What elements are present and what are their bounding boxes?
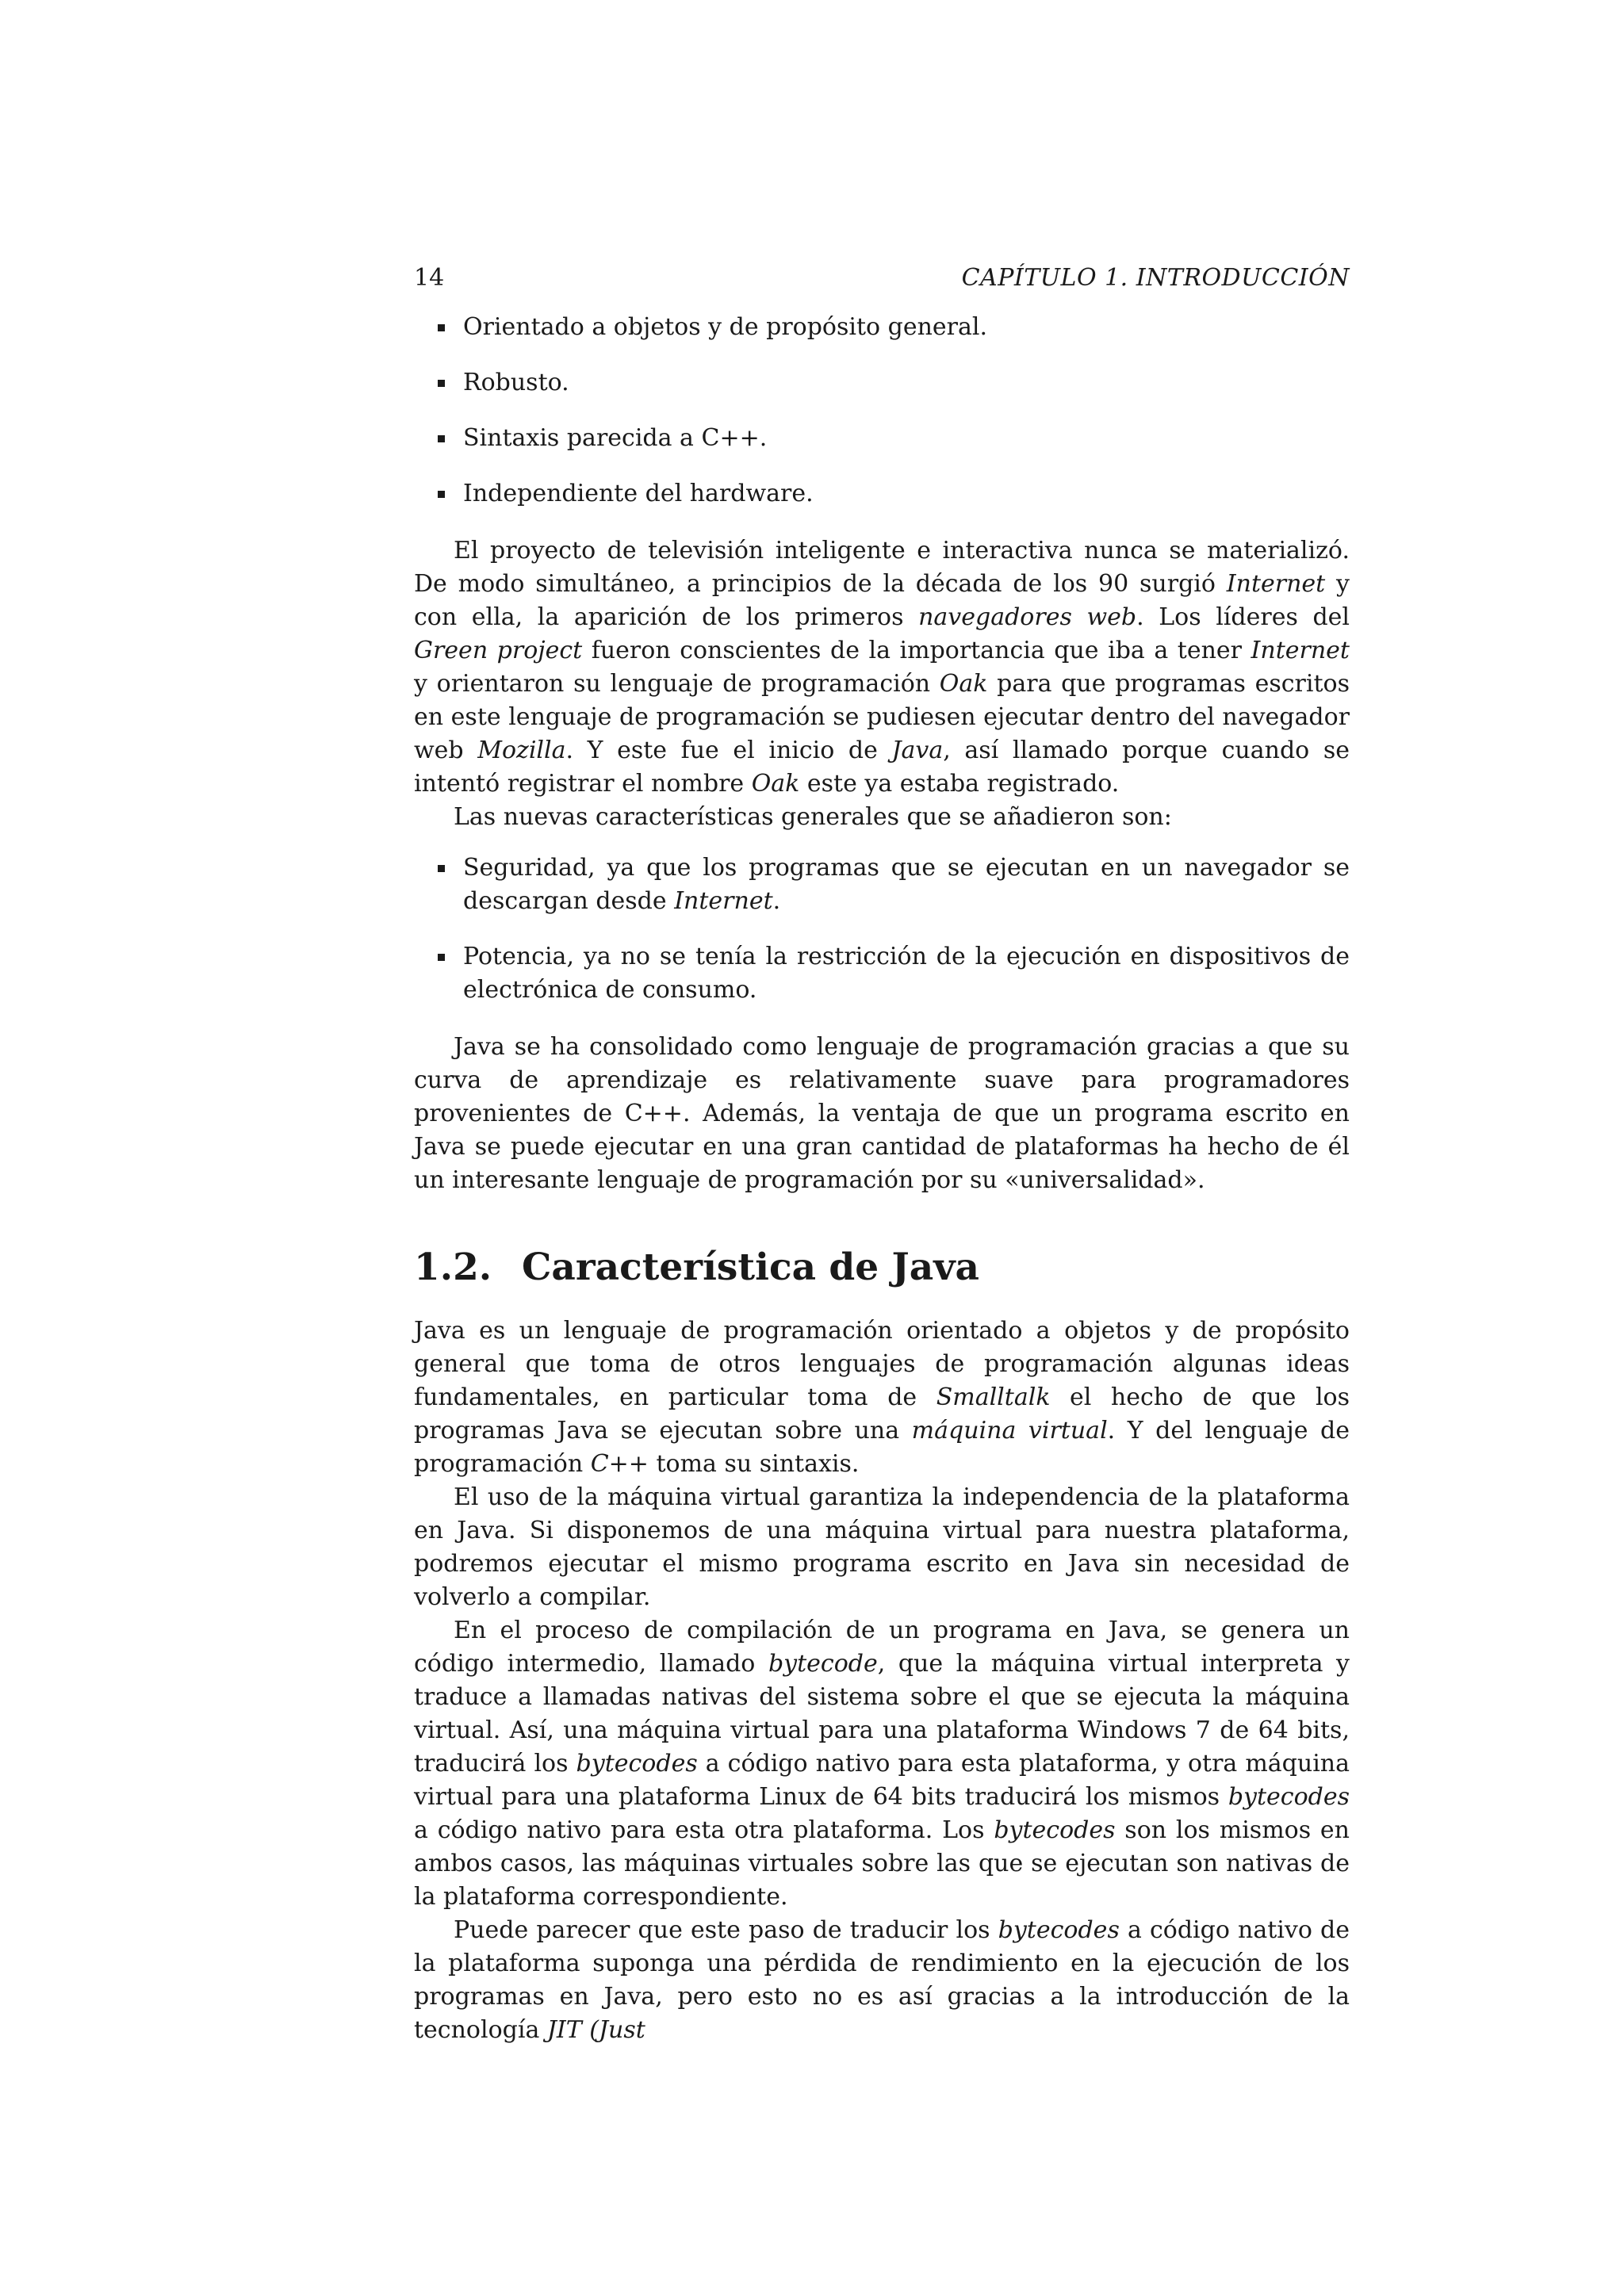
- paragraph-history: El proyecto de televisión inteligente e interactiva nunca se materializó. De modo simultáneo, a principios de la década de los 90 surgió Internet y con ella, la aparición de los primeros navegadores web. Los líderes del Green project fueron conscientes de la importancia que iba a tener Internet y orientaron su lenguaje de programación Oak para que programas escritos en este lenguaje de programación se pudiesen ejecutar dentro del navegador web Mozilla. Y este fue el inicio de Java, así llamado porque cuando se intentó registrar el nombre Oak este ya estaba registrado.: [414, 537, 1350, 798]
- list-item: Independiente del hardware.: [436, 477, 1350, 511]
- list-item: Potencia, ya no se tenía la restricción de la ejecución en dispositivos de electrónica de consumo.: [436, 940, 1350, 1007]
- bullet-icon: [438, 491, 445, 498]
- list-item: Seguridad, ya que los programas que se ejecutan en un navegador se descargan desde Internet.: [436, 851, 1350, 918]
- bullet-icon: [438, 324, 445, 331]
- list-item: Robusto.: [436, 366, 1350, 400]
- bullet-icon: [438, 435, 445, 442]
- running-header: [414, 262, 1350, 295]
- paragraph-jit: Puede parecer que este paso de traducir los bytecodes a código nativo de la plataforma suponga una pérdida de rendimiento en la ejecución de los programas en Java, pero esto no es así gracias a la introducción de la tecnología JIT (Just: [414, 1916, 1350, 2044]
- features-list: [414, 311, 1350, 511]
- bullet-icon: [438, 954, 445, 961]
- chapter-title: CAPÍTULO 1. INTRODUCCIÓN: [961, 264, 1350, 292]
- document-page: [414, 262, 1350, 2047]
- list-item: Sintaxis parecida a C++.: [436, 422, 1350, 455]
- paragraph-virtual-machine: El uso de la máquina virtual garantiza la independencia de la plataforma en Java. Si disponemos de una máquina virtual para nuestra plataforma, podremos ejecutar el mismo programa escrito en Java sin necesidad de volverlo a compilar.: [414, 1483, 1350, 1611]
- paragraph-new-features-intro: Las nuevas características generales que se añadieron son:: [454, 803, 1172, 831]
- bullet-icon: [438, 865, 445, 872]
- section-heading: [414, 1245, 1350, 1291]
- section-number: 1.2.: [414, 1246, 492, 1289]
- list-item: Orientado a objetos y de propósito general.: [436, 311, 1350, 344]
- page-number: 14: [414, 264, 445, 292]
- paragraph-java-intro: Java es un lenguaje de programación orientado a objetos y de propósito general que toma de otros lenguajes de programación algunas ideas fundamentales, en particular toma de Smalltalk el hecho de que los programas Java se ejecutan sobre una máquina virtual. Y del lenguaje de programación C++ toma su sintaxis.: [414, 1317, 1350, 1478]
- paragraph-bytecode: En el proceso de compilación de un programa en Java, se genera un código intermedio, llamado bytecode, que la máquina virtual interpreta y traduce a llamadas nativas del sistema sobre el que se ejecuta la máquina virtual. Así, una máquina virtual para una plataforma Windows 7 de 64 bits, traducirá los bytecodes a código nativo para esta plataforma, y otra máquina virtual para una plataforma Linux de 64 bits traducirá los mismos bytecodes a código nativo para esta otra plataforma. Los bytecodes son los mismos en ambos casos, las máquinas virtuales sobre las que se ejecutan son nativas de la plataforma correspondiente.: [414, 1617, 1350, 1911]
- paragraph-consolidation: Java se ha consolidado como lenguaje de programación gracias a que su curva de aprendizaje es relativamente suave para programadores provenientes de C++. Además, la ventaja de que un programa escrito en Java se puede ejecutar en una gran cantidad de plataformas ha hecho de él un interesante lenguaje de programación por su «universalidad».: [414, 1033, 1350, 1194]
- bullet-icon: [438, 380, 445, 387]
- section-title: Característica de Java: [522, 1246, 979, 1289]
- new-features-list: [414, 851, 1350, 1007]
